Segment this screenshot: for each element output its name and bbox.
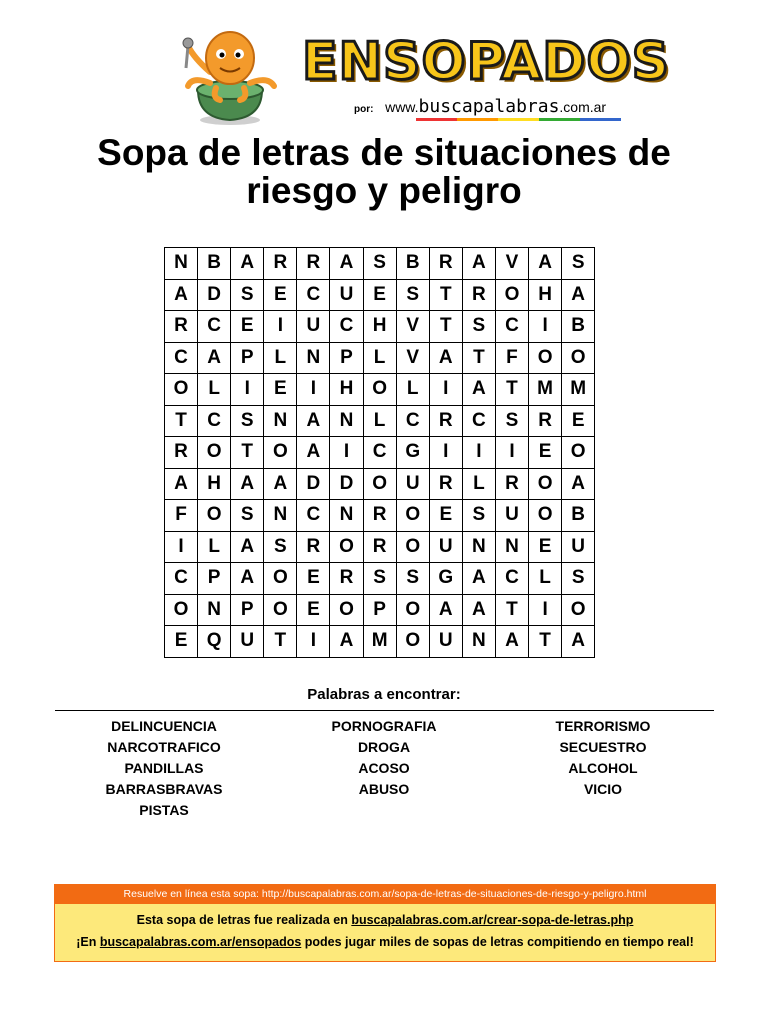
- grid-cell: S: [231, 405, 264, 437]
- grid-cell: S: [562, 248, 595, 280]
- grid-cell: A: [429, 594, 462, 626]
- grid-cell: U: [297, 311, 330, 343]
- grid-cell: N: [462, 626, 495, 658]
- grid-cell: O: [562, 437, 595, 469]
- grid-cell: R: [264, 248, 297, 280]
- grid-cell: M: [529, 374, 562, 406]
- grid-cell: A: [231, 563, 264, 595]
- site-main: buscapalabras: [418, 96, 560, 117]
- grid-cell: E: [297, 594, 330, 626]
- grid-cell: A: [165, 468, 198, 500]
- grid-cell: E: [529, 437, 562, 469]
- grid-row: [165, 500, 595, 532]
- word-item: NARCOTRAFICO: [107, 739, 221, 755]
- grid-cell: S: [363, 563, 396, 595]
- grid-cell: S: [363, 248, 396, 280]
- grid-cell: N: [198, 594, 231, 626]
- grid-cell: R: [297, 248, 330, 280]
- grid-row: [165, 437, 595, 469]
- grid-row: [165, 468, 595, 500]
- grid-cell: A: [462, 563, 495, 595]
- word-search-grid: [164, 247, 595, 658]
- grid-cell: O: [264, 563, 297, 595]
- grid-cell: O: [495, 279, 528, 311]
- grid-cell: V: [495, 248, 528, 280]
- grid-cell: E: [165, 626, 198, 658]
- grid-cell: H: [198, 468, 231, 500]
- grid-row: [165, 279, 595, 311]
- grid-cell: S: [264, 531, 297, 563]
- grid-cell: U: [429, 626, 462, 658]
- grid-cell: G: [429, 563, 462, 595]
- grid-cell: N: [330, 405, 363, 437]
- grid-cell: P: [198, 563, 231, 595]
- grid-row: [165, 374, 595, 406]
- grid-cell: A: [562, 279, 595, 311]
- grid-cell: I: [297, 626, 330, 658]
- grid-cell: A: [462, 374, 495, 406]
- grid-row: [165, 563, 595, 595]
- grid-cell: O: [562, 342, 595, 374]
- grid-cell: O: [330, 531, 363, 563]
- footer-line-2: [55, 931, 715, 953]
- grid-cell: C: [495, 563, 528, 595]
- grid-cell: C: [462, 405, 495, 437]
- grid-cell: L: [462, 468, 495, 500]
- site-tld: .com.ar: [559, 99, 607, 115]
- grid-cell: E: [363, 279, 396, 311]
- grid-cell: F: [495, 342, 528, 374]
- grid-cell: O: [198, 437, 231, 469]
- grid-cell: G: [396, 437, 429, 469]
- grid-cell: E: [264, 374, 297, 406]
- grid-cell: T: [231, 437, 264, 469]
- grid-cell: O: [363, 374, 396, 406]
- word-item: SECUESTRO: [559, 739, 647, 755]
- word-item: TERRORISMO: [555, 718, 651, 734]
- grid-cell: A: [462, 248, 495, 280]
- grid-cell: N: [297, 342, 330, 374]
- grid-cell: P: [330, 342, 363, 374]
- grid-cell: S: [495, 405, 528, 437]
- grid-cell: I: [429, 374, 462, 406]
- footer-line-2-prefix: ¡En: [76, 935, 100, 949]
- grid-cell: D: [297, 468, 330, 500]
- grid-row: [165, 405, 595, 437]
- grid-cell: I: [495, 437, 528, 469]
- grid-cell: O: [396, 531, 429, 563]
- footer-line-2-suffix: podes jugar miles de sopas de letras compitiendo en tiempo real!: [301, 935, 694, 949]
- grid-cell: B: [562, 311, 595, 343]
- grid-cell: R: [165, 311, 198, 343]
- grid-cell: R: [297, 531, 330, 563]
- grid-cell: A: [297, 437, 330, 469]
- grid-cell: O: [529, 468, 562, 500]
- grid-cell: N: [495, 531, 528, 563]
- grid-cell: E: [529, 531, 562, 563]
- grid-cell: P: [231, 342, 264, 374]
- grid-cell: C: [363, 437, 396, 469]
- grid-cell: S: [396, 563, 429, 595]
- grid-cell: O: [529, 500, 562, 532]
- grid-cell: O: [396, 594, 429, 626]
- grid-cell: I: [264, 311, 297, 343]
- word-item: PANDILLAS: [124, 760, 204, 776]
- word-item: ABUSO: [358, 781, 410, 797]
- grid-cell: L: [363, 405, 396, 437]
- grid-cell: S: [462, 500, 495, 532]
- grid-cell: R: [429, 468, 462, 500]
- grid-row: [165, 311, 595, 343]
- grid-cell: P: [363, 594, 396, 626]
- grid-cell: T: [462, 342, 495, 374]
- grid-cell: A: [462, 594, 495, 626]
- ensopados-link[interactable]: buscapalabras.com.ar/ensopados: [99, 935, 302, 949]
- grid-cell: R: [363, 531, 396, 563]
- grid-cell: F: [165, 500, 198, 532]
- grid-cell: H: [330, 374, 363, 406]
- grid-cell: H: [529, 279, 562, 311]
- grid-cell: O: [363, 468, 396, 500]
- grid-cell: T: [529, 626, 562, 658]
- grid-cell: A: [529, 248, 562, 280]
- grid-cell: A: [231, 248, 264, 280]
- grid-cell: R: [429, 248, 462, 280]
- grid-cell: A: [562, 468, 595, 500]
- grid-cell: A: [231, 531, 264, 563]
- byline-prefix: por:: [354, 104, 374, 115]
- grid-cell: O: [165, 594, 198, 626]
- grid-cell: N: [264, 500, 297, 532]
- word-item: VICIO: [583, 781, 623, 797]
- grid-cell: A: [330, 248, 363, 280]
- grid-cell: U: [231, 626, 264, 658]
- grid-cell: V: [396, 342, 429, 374]
- grid-cell: O: [264, 437, 297, 469]
- grid-cell: A: [429, 342, 462, 374]
- grid-cell: R: [495, 468, 528, 500]
- grid-cell: O: [264, 594, 297, 626]
- grid-cell: O: [330, 594, 363, 626]
- grid-cell: O: [165, 374, 198, 406]
- grid-cell: B: [198, 248, 231, 280]
- grid-cell: I: [297, 374, 330, 406]
- divider: [55, 710, 714, 711]
- grid-row: [165, 248, 595, 280]
- grid-cell: O: [396, 500, 429, 532]
- grid-cell: U: [396, 468, 429, 500]
- grid-row: [165, 531, 595, 563]
- site-www: www.: [385, 99, 419, 115]
- site-link[interactable]: [385, 96, 607, 117]
- word-column-2: [284, 716, 484, 800]
- grid-cell: L: [198, 531, 231, 563]
- create-wordsearch-link[interactable]: buscapalabras.com.ar/crear-sopa-de-letras.php: [351, 913, 634, 927]
- word-column-1: [64, 716, 264, 821]
- grid-cell: R: [330, 563, 363, 595]
- grid-cell: S: [231, 279, 264, 311]
- grid-cell: C: [165, 342, 198, 374]
- grid-cell: I: [165, 531, 198, 563]
- grid-cell: R: [462, 279, 495, 311]
- grid-cell: R: [363, 500, 396, 532]
- grid-cell: C: [297, 500, 330, 532]
- header-logo: [180, 28, 671, 128]
- grid-cell: A: [297, 405, 330, 437]
- grid-row: [165, 626, 595, 658]
- grid-cell: I: [330, 437, 363, 469]
- grid-cell: M: [363, 626, 396, 658]
- grid-cell: N: [165, 248, 198, 280]
- grid-cell: L: [529, 563, 562, 595]
- grid-cell: N: [462, 531, 495, 563]
- grid-cell: B: [396, 248, 429, 280]
- words-heading: Palabras a encontrar:: [307, 686, 461, 703]
- grid-cell: E: [231, 311, 264, 343]
- brand-logo: ENSOPADOS: [302, 32, 671, 92]
- grid-cell: I: [529, 311, 562, 343]
- grid-cell: L: [264, 342, 297, 374]
- grid-cell: T: [495, 594, 528, 626]
- grid-cell: I: [231, 374, 264, 406]
- grid-cell: E: [429, 500, 462, 532]
- grid-cell: O: [396, 626, 429, 658]
- grid-cell: P: [231, 594, 264, 626]
- word-item: DELINCUENCIA: [111, 718, 217, 734]
- grid-cell: T: [495, 374, 528, 406]
- grid-cell: A: [330, 626, 363, 658]
- grid-cell: A: [231, 468, 264, 500]
- grid-cell: T: [264, 626, 297, 658]
- grid-cell: C: [330, 311, 363, 343]
- grid-cell: T: [429, 311, 462, 343]
- grid-row: [165, 594, 595, 626]
- grid-cell: I: [462, 437, 495, 469]
- grid-cell: O: [529, 342, 562, 374]
- grid-cell: S: [562, 563, 595, 595]
- grid-cell: L: [396, 374, 429, 406]
- grid-cell: V: [396, 311, 429, 343]
- grid-cell: O: [198, 500, 231, 532]
- grid-cell: T: [165, 405, 198, 437]
- grid-cell: D: [198, 279, 231, 311]
- grid-cell: N: [264, 405, 297, 437]
- footer-box: [54, 884, 716, 962]
- grid-cell: U: [562, 531, 595, 563]
- word-item: ALCOHOL: [568, 760, 638, 776]
- word-item: BARRASBRAVAS: [105, 781, 223, 797]
- grid-cell: A: [264, 468, 297, 500]
- grid-cell: C: [198, 405, 231, 437]
- octopus-mascot-icon: [180, 28, 280, 128]
- grid-cell: U: [429, 531, 462, 563]
- grid-cell: S: [231, 500, 264, 532]
- grid-cell: A: [198, 342, 231, 374]
- grid-cell: U: [330, 279, 363, 311]
- grid-cell: S: [396, 279, 429, 311]
- footer-line-1: [55, 909, 715, 931]
- grid-cell: A: [495, 626, 528, 658]
- grid-cell: S: [462, 311, 495, 343]
- grid-cell: U: [495, 500, 528, 532]
- grid-cell: C: [495, 311, 528, 343]
- grid-cell: C: [297, 279, 330, 311]
- grid-cell: A: [562, 626, 595, 658]
- grid-cell: E: [297, 563, 330, 595]
- grid-cell: L: [363, 342, 396, 374]
- grid-cell: D: [330, 468, 363, 500]
- grid-cell: L: [198, 374, 231, 406]
- grid-cell: A: [165, 279, 198, 311]
- grid-row: [165, 342, 595, 374]
- rainbow-underline: [416, 118, 621, 121]
- word-item: DROGA: [357, 739, 411, 755]
- grid-cell: C: [396, 405, 429, 437]
- word-item: ACOSO: [358, 760, 410, 776]
- grid-cell: E: [264, 279, 297, 311]
- grid-cell: I: [529, 594, 562, 626]
- page-title: Sopa de letras de situaciones de riesgo y peligro: [97, 132, 671, 211]
- footer-line-1-text: Esta sopa de letras fue realizada en: [136, 913, 352, 927]
- grid-cell: B: [562, 500, 595, 532]
- grid-cell: C: [165, 563, 198, 595]
- grid-cell: O: [562, 594, 595, 626]
- grid-cell: N: [330, 500, 363, 532]
- word-column-3: [503, 716, 703, 800]
- word-item: PISTAS: [139, 802, 189, 818]
- footer-online-link[interactable]: Resuelve en línea esta sopa: http://buscapalabras.com.ar/sopa-de-letras-de-situaciones-de-riesgo-y-peligro.html: [55, 885, 715, 904]
- grid-cell: H: [363, 311, 396, 343]
- grid-cell: C: [198, 311, 231, 343]
- grid-cell: E: [562, 405, 595, 437]
- grid-cell: T: [429, 279, 462, 311]
- grid-cell: R: [429, 405, 462, 437]
- site-byline: [354, 96, 606, 117]
- grid-cell: M: [562, 374, 595, 406]
- grid-cell: R: [165, 437, 198, 469]
- grid-cell: Q: [198, 626, 231, 658]
- grid-cell: I: [429, 437, 462, 469]
- word-item: PORNOGRAFIA: [331, 718, 437, 734]
- grid-cell: R: [529, 405, 562, 437]
